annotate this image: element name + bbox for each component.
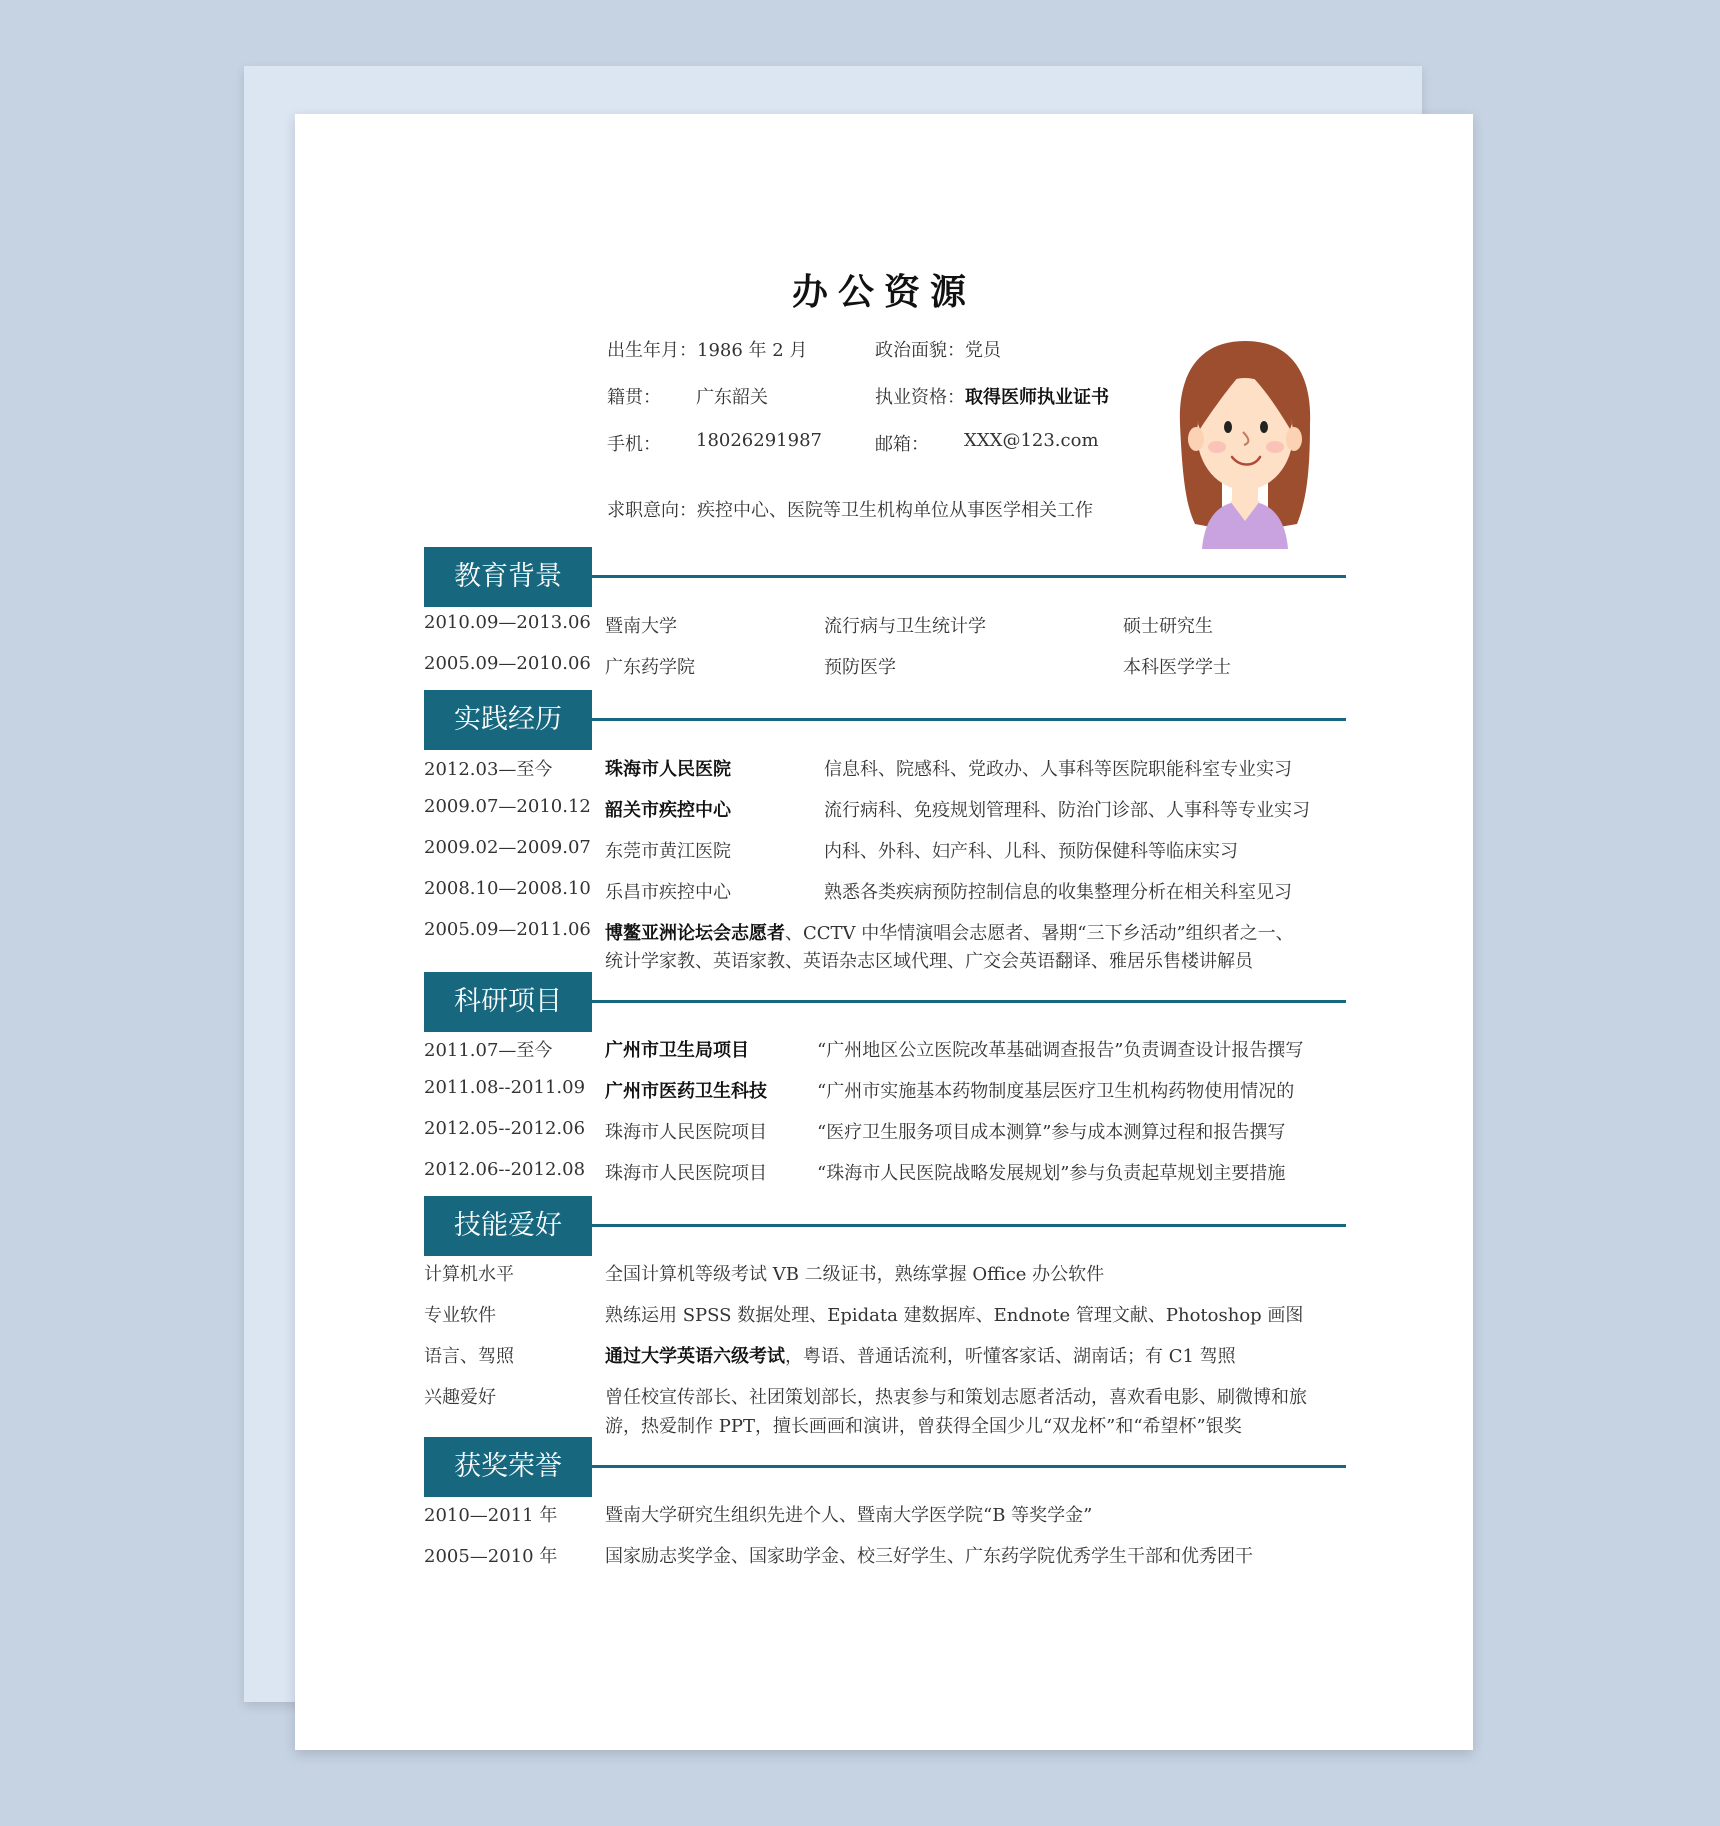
intent-label: 求职意向： [607, 500, 697, 521]
practice-desc: 内科、外科、妇产科、儿科、预防保健科等临床实习 [824, 841, 1238, 862]
politics-value: 党员 [965, 340, 1001, 361]
research-desc: “医疗卫生服务项目成本测算”参与成本测算过程和报告撰写 [817, 1122, 1286, 1143]
education-major: 流行病与卫生统计学 [824, 616, 986, 637]
qualification-row [875, 383, 1109, 409]
award-desc: 暨南大学研究生组织先进个人、暨南大学医学院“B 等奖学金” [605, 1505, 1093, 1526]
qualification-label: 执业资格： [875, 387, 965, 408]
skill-label: 兴趣爱好 [424, 1387, 496, 1408]
research-desc: “珠海市人民医院战略发展规划”参与负责起草规划主要措施 [817, 1163, 1286, 1184]
research-title: 科研项目 [424, 972, 592, 1032]
education-date: 2005.09—2010.06 [424, 653, 591, 674]
skill-desc: 全国计算机等级考试 VB 二级证书，熟练掌握 Office 办公软件 [605, 1264, 1105, 1285]
research-desc: “广州地区公立医院改革基础调查报告”负责调查设计报告撰写 [817, 1040, 1304, 1061]
education-degree: 硕士研究生 [1123, 616, 1213, 637]
resume-name: 办公资源 [791, 271, 976, 313]
practice-section-header [424, 690, 1346, 750]
research-desc: “广州市实施基本药物制度基层医疗卫生机构药物使用情况的 [817, 1081, 1295, 1102]
education-date: 2010.09—2013.06 [424, 612, 591, 633]
research-org: 广州市医药卫生科技 [605, 1081, 767, 1102]
practice-volunteer-line2: 统计学家教、英语家教、英语杂志区域代理、广交会英语翻译、雅居乐售楼讲解员 [605, 951, 1253, 972]
practice-volunteer-line1: 博鳌亚洲论坛会志愿者、CCTV 中华情演唱会志愿者、暑期“三下乡活动”组织者之一、 [605, 923, 1294, 944]
skill-desc: 通过大学英语六级考试，粤语、普通话流利，听懂客家话、湖南话；有 C1 驾照 [605, 1346, 1236, 1367]
birth-label: 出生年月： [607, 340, 697, 361]
practice-desc: 信息科、院感科、党政办、人事科等医院职能科室专业实习 [824, 759, 1292, 780]
research-divider [592, 1000, 1346, 1003]
skill-desc-line2: 游，热爱制作 PPT，擅长画画和演讲，曾获得全国少儿“双龙杯”和“希望杯”银奖 [605, 1416, 1242, 1437]
politics-label: 政治面貌： [875, 340, 965, 361]
skills-divider [592, 1224, 1346, 1227]
practice-desc: 熟悉各类疾病预防控制信息的收集整理分析在相关科室见习 [824, 882, 1292, 903]
email-label: 邮箱： [875, 434, 929, 455]
practice-title: 实践经历 [424, 690, 592, 750]
practice-date: 2008.10—2008.10 [424, 878, 591, 899]
awards-divider [592, 1465, 1346, 1468]
award-desc: 国家励志奖学金、国家助学金、校三好学生、广东药学院优秀学生干部和优秀团干 [605, 1546, 1253, 1567]
research-org: 珠海市人民医院项目 [605, 1122, 767, 1143]
education-degree: 本科医学学士 [1123, 657, 1231, 678]
education-section-header [424, 547, 1346, 607]
education-school: 广东药学院 [605, 657, 695, 678]
research-date: 2012.05--2012.06 [424, 1118, 586, 1139]
award-date: 2005—2010 年 [424, 1546, 558, 1567]
awards-section-header [424, 1437, 1346, 1497]
skill-label: 语言、驾照 [424, 1346, 514, 1367]
practice-desc: 流行病科、免疫规划管理科、防治门诊部、人事科等专业实习 [824, 800, 1310, 821]
phone-label: 手机： [607, 434, 661, 455]
practice-divider [592, 718, 1346, 721]
research-date: 2011.08--2011.09 [424, 1077, 586, 1098]
resume-page [295, 114, 1473, 1750]
education-school: 暨南大学 [605, 616, 677, 637]
skill-label: 专业软件 [424, 1305, 496, 1326]
email-value: XXX@123.com [964, 430, 1099, 451]
practice-date: 2012.03—至今 [424, 759, 553, 780]
practice-date: 2009.02—2009.07 [424, 837, 591, 858]
birth-value: 1986 年 2 月 [697, 340, 808, 361]
awards-title: 获奖荣誉 [424, 1437, 592, 1497]
award-date: 2010—2011 年 [424, 1505, 558, 1526]
qualification-value: 取得医师执业证书 [965, 387, 1109, 408]
research-date: 2012.06--2012.08 [424, 1159, 586, 1180]
origin-value: 广东韶关 [696, 387, 768, 408]
intent-row [607, 496, 1093, 522]
birth-row [607, 336, 807, 362]
skill-label: 计算机水平 [424, 1264, 514, 1285]
skills-section-header [424, 1196, 1346, 1256]
practice-date: 2009.07—2010.12 [424, 796, 591, 817]
education-title: 教育背景 [424, 547, 592, 607]
skill-desc-line1: 曾任校宣传部长、社团策划部长，热衷参与和策划志愿者活动，喜欢看电影、刷微博和旅 [605, 1387, 1307, 1408]
research-org: 珠海市人民医院项目 [605, 1163, 767, 1184]
research-section-header [424, 972, 1346, 1032]
research-org: 广州市卫生局项目 [605, 1040, 749, 1061]
research-date: 2011.07—至今 [424, 1040, 553, 1061]
education-major: 预防医学 [824, 657, 896, 678]
practice-org: 乐昌市疾控中心 [605, 882, 731, 903]
phone-value: 18026291987 [696, 430, 822, 451]
practice-date: 2005.09—2011.06 [424, 919, 591, 940]
practice-org: 东莞市黄江医院 [605, 841, 731, 862]
practice-org: 韶关市疾控中心 [605, 800, 731, 821]
origin-label: 籍贯： [607, 387, 661, 408]
skills-title: 技能爱好 [424, 1196, 592, 1256]
education-divider [592, 575, 1346, 578]
intent-value: 疾控中心、医院等卫生机构单位从事医学相关工作 [697, 500, 1093, 521]
skill-desc: 熟练运用 SPSS 数据处理、Epidata 建数据库、Endnote 管理文献、Photoshop 画图 [605, 1305, 1304, 1326]
practice-org: 珠海市人民医院 [605, 759, 731, 780]
avatar-illustration [1160, 329, 1330, 549]
politics-row [875, 336, 1001, 362]
